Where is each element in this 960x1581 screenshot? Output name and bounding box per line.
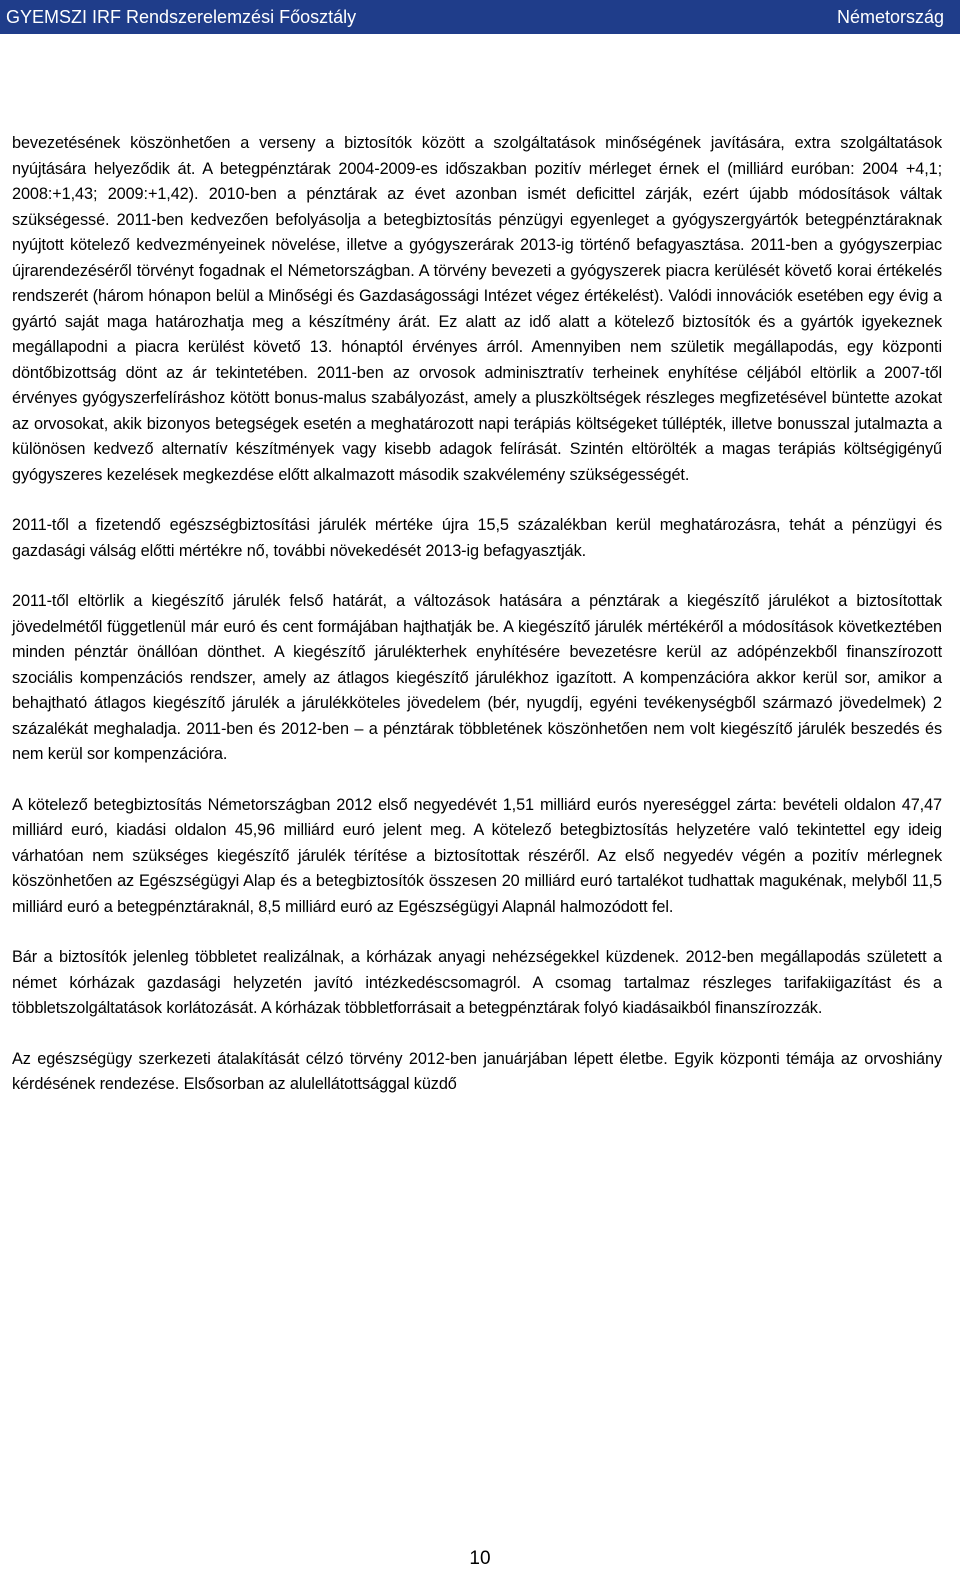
paragraph-1: bevezetésének köszönhetően a verseny a biztosítók között a szolgáltatások minőségének javítására, extra szolgáltatások nyújtására helyeződik át. A betegpénztárak 2004-2009-es időszakban pozitív mérleget érnek el (milliárd euróban: 2004 +4,1; 2008:+1,43; 2009:+1,42). 2010-ben a pénztárak az évet azonban ismét deficittel zárják, ezért újabb módosítások váltak szükségessé. 2011-ben kedvezően befolyásolja a betegbiztosítás pénzügyi egyenleget a gyógyszergyártók betegpénztáraknak nyújtott kötelező kedvezményeinek növelése, illetve a gyógyszerárak 2013-ig történő befagyasztása. 2011-ben a gyógyszerpiac újrarendezéséről törvényt fogadnak el Németországban. A törvény bevezeti a gyógyszerek piacra kerülését követő korai értékelés rendszerét (három hónapon belül a Minőségi és Gazdaságossági Intézet végez értékelést). Valódi innovációk esetében egy évig a gyártó saját maga határozhatja meg a készítmény árát. Ez alatt az idő alatt a kötelező biztosítók és a gyártók igyekeznek megállapodni a piacra kerülést követő 13. hónaptól érvényes árról. Amennyiben nem születik megállapodás, egy központi döntőbizottság dönt az ár tekintetében. 2011-ben az orvosok adminisztratív terheinek enyhítése céljából eltörlik a 2007-től érvényes gyógyszerfelíráshoz kötött bonus-malus szabályozást, amely a pluszköltségek részleges megfizetésével büntette azokat az orvosokat, akik bizonyos betegségek esetén a meghatározott napi terápiás költségeket túllépték, illetve bonusszal jutalmazta a különösen kedvező alternatív készítmények vagy kisebb adagok felírását. Szintén eltörölték a magas terápiás költségigényű gyógyszeres kezelések megkezdése előtt alkalmazott második szakvélemény szükségességét. bbox=[12, 134, 942, 484]
header-country-title: Németország bbox=[836, 7, 944, 27]
paragraph-3: 2011-től eltörlik a kiegészítő járulék felső határát, a változások hatására a pénztárak a kiegészítő járulékot a biztosítottak jövedelmétől függetlenül már euró és cent formájában hajthatják be. A kiegészítő járulék mértékéről a módosítások következtében minden pénztár önállóan dönthet. A kiegészítő járulékterhek enyhítésére bevezetésre kerül az adópénzekből finanszírozott szociális kompenzációs rendszer, amely az átlagos kiegészítő járulékhoz igazított. A kompenzációra akkor kerül sor, amikor a behajtható átlagos kiegészítő járulék a járulékköteles jövedelem (bér, nyugdíj, egyéni tevékenységből származó jövedelmek) 2 százalékát meghaladja. 2011-ben és 2012-ben – a pénztárak többletének köszönhetően nem volt kiegészítő járulék beszedés és nem kerül sor kompenzációra. bbox=[12, 592, 942, 763]
paragraph-4: A kötelező betegbiztosítás Németországban 2012 első negyedévét 1,51 milliárd eurós nyereséggel zárta: bevételi oldalon 47,47 milliárd euró, kiadási oldalon 45,96 milliárd euró jelent meg. A kötelező betegbiztosítás helyzetére való tekintettel egy ideig várhatóan nem szükséges kiegészítő járulék térítése a biztosítottak részéről. Az első negyedév végén a pozitív mérlegnek köszönhetően az Egészségügyi Alap és a betegbiztosítók összesen 20 milliárd euró tartalékot tudhattak magukénak, melyből 11,5 milliárd euró a betegpénztáraknál, 8,5 milliárd euró az Egészségügyi Alapnál halmozódott fel. bbox=[12, 795, 942, 916]
paragraph-2: 2011-től a fizetendő egészségbiztosítási járulék mértéke újra 15,5 százalékban kerül meghatározásra, tehát a pénzügyi és gazdasági válság előtti mértékre nő, további növekedését 2013-ig befagyasztják. bbox=[12, 516, 942, 560]
page-header bbox=[0, 0, 960, 34]
paragraph-6: Az egészségügy szerkezeti átalakítását célzó törvény 2012-ben januárjában lépett életbe. Egyik központi témája az orvoshiány kérdésének rendezése. Elsősorban az alulellátottsággal küzdő bbox=[12, 1049, 942, 1093]
header-organization-title: GYEMSZI IRF Rendszerelemzési Főosztály bbox=[6, 7, 357, 27]
paragraph-5: Bár a biztosítók jelenleg többletet realizálnak, a kórházak anyagi nehézségekkel küzdenek. 2012-ben megállapodás született a német kórházak gazdasági helyzetén javító intézkedéscsomagról. A csomag tartalmaz részleges tarifakiigazítást és a többletszolgáltatások korlátozását. A kórházak többletforrásait a betegpénztárak folyó kiadásaikból finanszírozzák. bbox=[12, 948, 942, 1017]
page-number: 10 bbox=[469, 1548, 491, 1569]
document-body bbox=[12, 131, 942, 1098]
